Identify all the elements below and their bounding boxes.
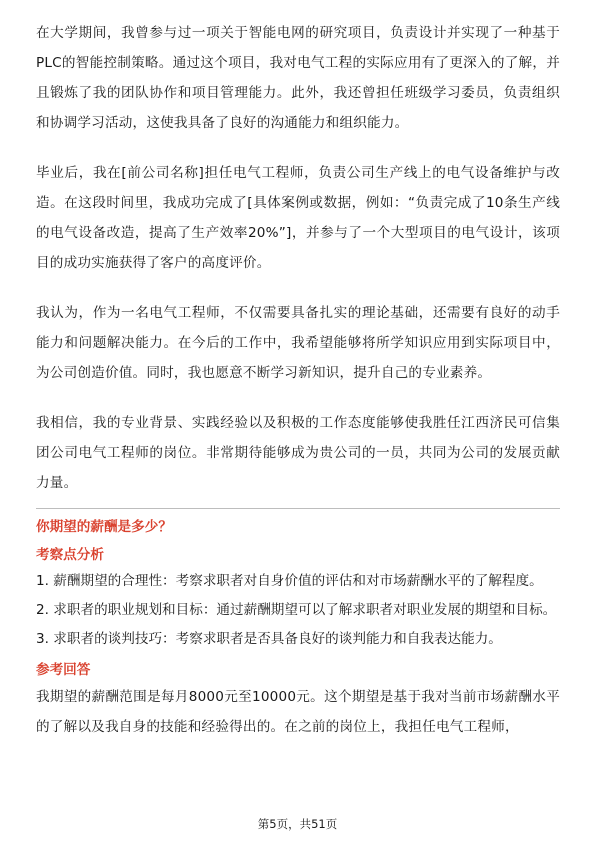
answer-label: 参考回答 — [36, 662, 91, 678]
paragraph-work-experience: 毕业后，我在[前公司名称]担任电气工程师，负责公司生产线上的电气设备维护与改造。在这段时间里，我成功完成了[具体案例或数据，例如：“负责完成了10条生产线的电气设备改造，提高了生产效率20%”]，并参与了一个大型项目的电气设计，该项目的成功实施获得了客户的高度评价。 — [36, 165, 560, 271]
paragraph-university-project: 在大学期间，我曾参与过一项关于智能电网的研究项目，负责设计并实现了一种基于PLC的智能控制策略。通过这个项目，我对电气工程的实际应用有了更深入的了解，并且锻炼了我的团队协作和项目管理能力。此外，我还曾担任班级学习委员，负责组织和协调学习活动，这使我具备了良好的沟通能力和组织能力。 — [36, 25, 560, 131]
page-number-footer: 第5页，共51页 — [257, 817, 338, 831]
paragraph-closing: 我相信，我的专业背景、实践经验以及积极的工作态度能够使我胜任江西济民可信集团公司电气工程师的岗位。非常期待能够成为贵公司的一员，共同为公司的发展贡献力量。 — [36, 415, 560, 491]
analysis-label: 考察点分析 — [36, 547, 104, 563]
document-page — [36, 18, 560, 742]
analysis-list — [36, 567, 560, 654]
list-item: 1. 薪酬期望的合理性：考察求职者对自身价值的评估和对市场薪酬水平的了解程度。 — [36, 573, 543, 589]
list-item: 2. 求职者的职业规划和目标：通过薪酬期望可以了解求职者对职业发展的期望和目标。 — [36, 602, 557, 618]
question-heading: 你期望的薪酬是多少？ — [36, 519, 172, 535]
section-divider — [36, 508, 560, 509]
list-item: 3. 求职者的谈判技巧：考察求职者是否具备良好的谈判能力和自我表达能力。 — [36, 631, 502, 647]
paragraph-self-view: 我认为，作为一名电气工程师，不仅需要具备扎实的理论基础，还需要有良好的动手能力和问题解决能力。在今后的工作中，我希望能够将所学知识应用到实际项目中，为公司创造价值。同时，我也愿意不断学习新知识，提升自己的专业素养。 — [36, 305, 560, 381]
answer-text: 我期望的薪酬范围是每月8000元至10000元。这个期望是基于我对当前市场薪酬水平的了解以及我自身的技能和经验得出的。在之前的岗位上，我担任电气工程师， — [36, 689, 560, 735]
